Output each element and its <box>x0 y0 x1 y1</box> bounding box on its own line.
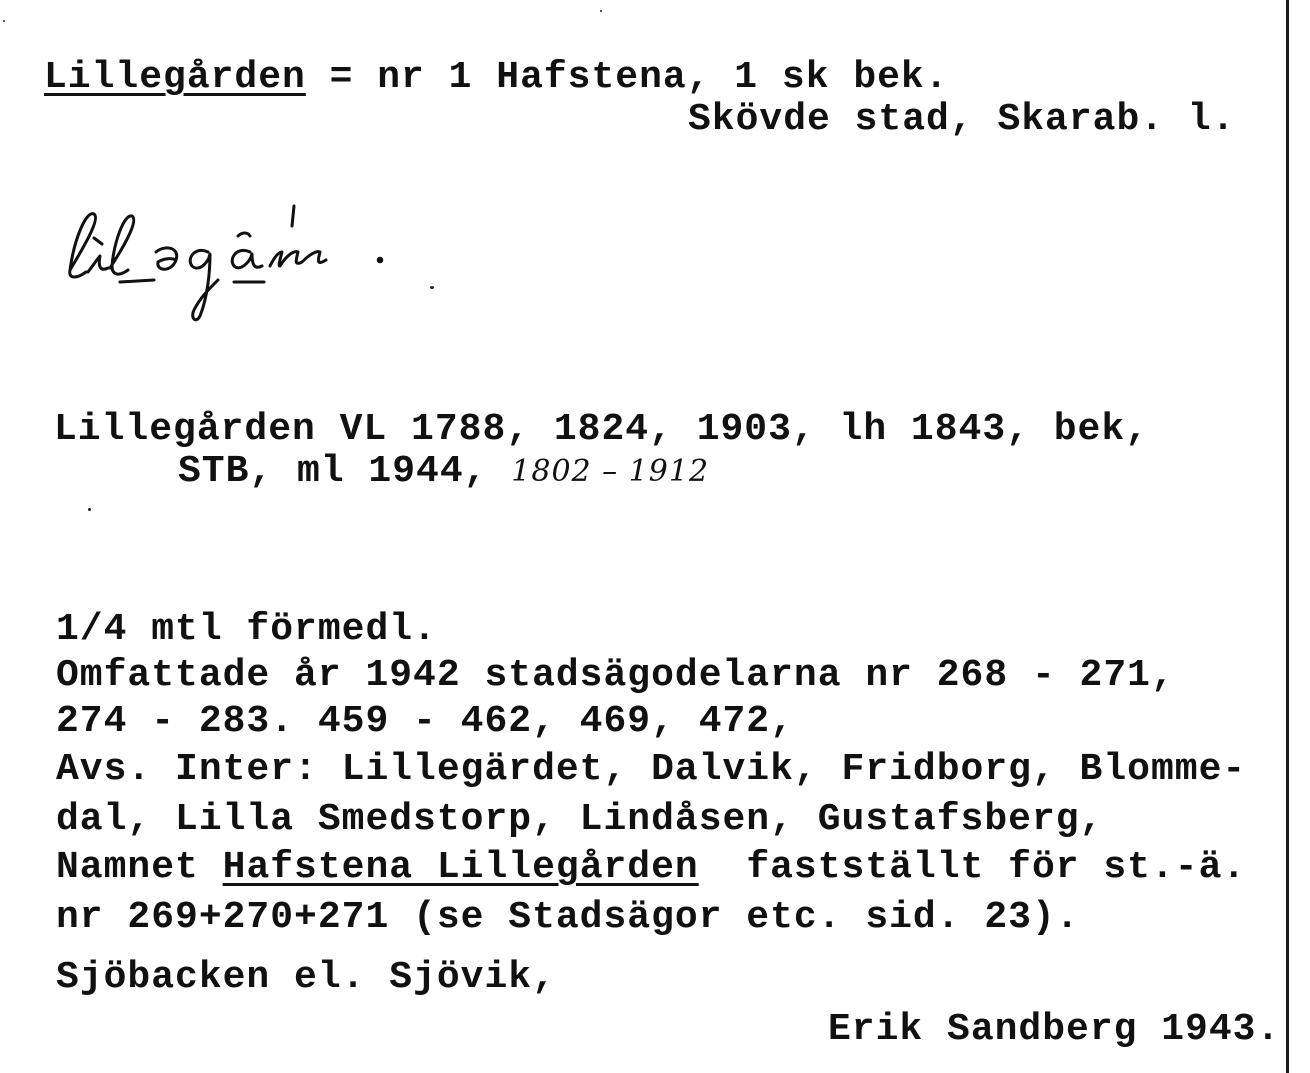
body-line-6 <box>56 846 1246 890</box>
sources-line-1: Lillegården VL 1788, 1824, 1903, lh 1843, bek, <box>54 408 1149 451</box>
handwritten-pronunciation <box>58 200 398 330</box>
body-line-3: 274 - 283. 459 - 462, 469, 472, <box>56 700 794 743</box>
sources-line-2 <box>178 450 709 494</box>
body-line-4: Avs. Inter: Lillegärdet, Dalvik, Fridborg, Blomme- <box>56 748 1247 791</box>
body-line-2: Omfattade år 1942 stadsägodelarna nr 268 - 271, <box>56 654 1175 697</box>
name-suffix: fastställt för st.-ä. <box>698 846 1247 889</box>
body-line-5: dal, Lilla Smedstorp, Lindåsen, Gustafsberg, <box>56 798 1104 841</box>
body-line-8: Sjöbacken el. Sjövik, <box>56 956 556 999</box>
card-edge-line <box>1286 0 1289 1073</box>
heading-rest: = nr 1 Hafstena, 1 sk bek. <box>305 56 949 99</box>
sources-typed: STB, ml 1944, <box>178 450 488 493</box>
name-prefix: Namnet <box>56 846 223 889</box>
place-name-title: Lillegården <box>44 56 306 99</box>
official-name: Hafstena Lillegården <box>222 846 699 889</box>
heading-line <box>44 56 949 100</box>
body-line-1: 1/4 mtl förmedl. <box>56 608 437 651</box>
body-line-7: nr 269+270+271 (se Stadsägor etc. sid. 23). <box>56 896 1080 939</box>
location-line: Skövde stad, Skarab. l. <box>688 98 1236 141</box>
signature: Erik Sandberg 1943. <box>828 1008 1281 1051</box>
sources-handwritten-years: 1802 – 1912 <box>511 454 710 489</box>
